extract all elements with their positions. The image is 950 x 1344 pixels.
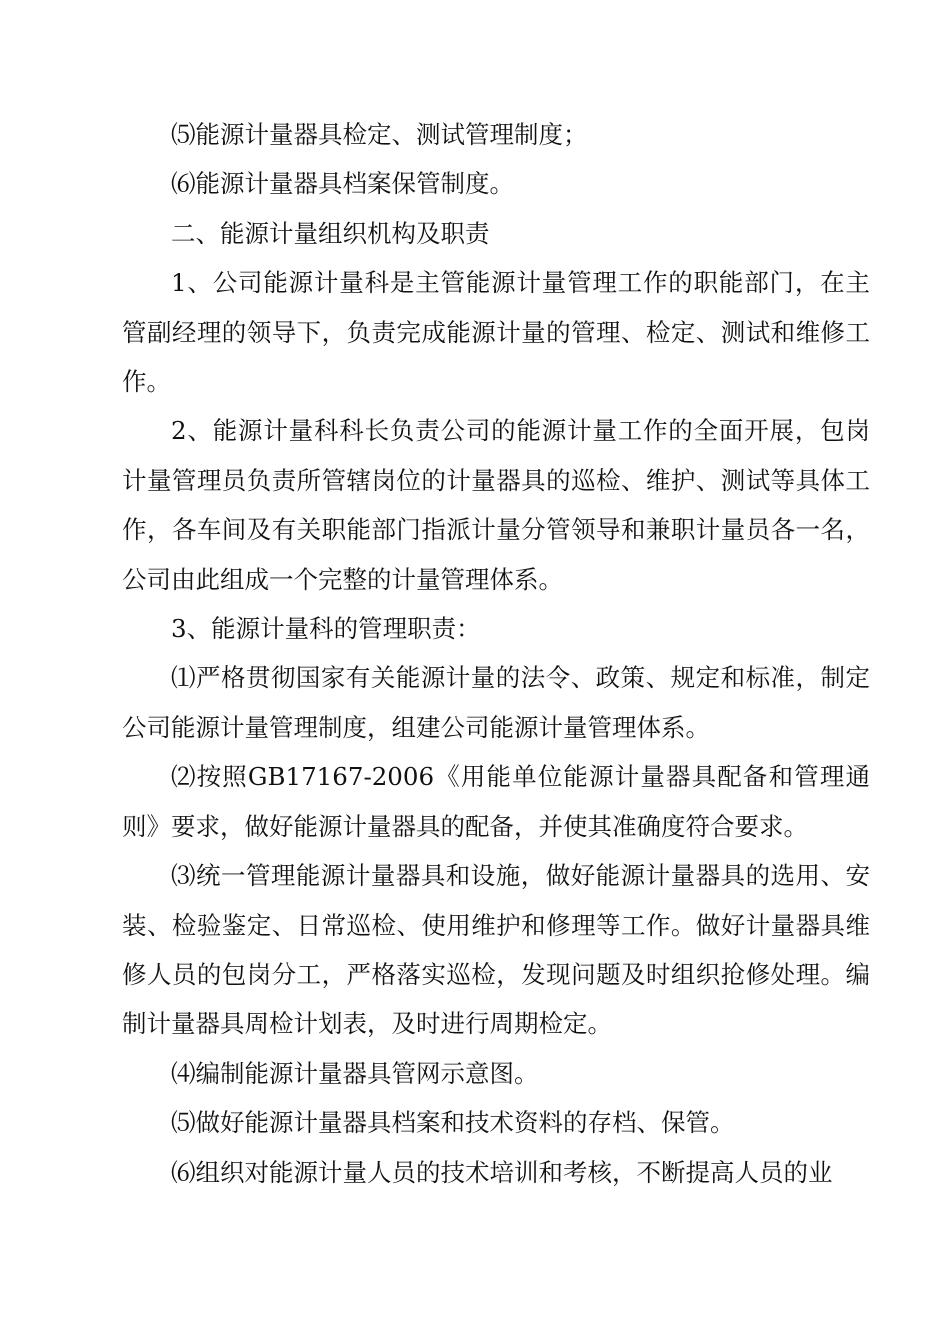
section-heading-organization: 二、能源计量组织机构及职责: [171, 218, 490, 248]
duty-item-4: ⑷编制能源计量器具管网示意图。: [171, 1058, 539, 1088]
paragraph-2-management-system: 2、能源计量科科长负责公司的能源计量工作的全面开展，包岗计量管理员负责所管辖岗位的计量器具的巡检、维护、测试等具体工作，各车间及有关职能部门指派计量分管领导和兼职计量员各一名，公司由此组成一个完整的计量管理体系。: [122, 416, 870, 594]
duty-item-3: ⑶统一管理能源计量器具和设施，做好能源计量器具的选用、安装、检验鉴定、日常巡检、使用维护和修理等工作。做好计量器具维修人员的包岗分工，严格落实巡检，发现问题及时组织抢修处理。编制计量器具周检计划表，及时进行周期检定。: [122, 861, 870, 1039]
document-body: [122, 110, 870, 1197]
duty-item-1: ⑴严格贯彻国家有关能源计量的法令、政策、规定和标准，制定公司能源计量管理制度，组建公司能源计量管理体系。: [122, 663, 870, 742]
paragraph-3-duties-heading: 3、能源计量科的管理职责：: [171, 614, 481, 644]
paragraph-item-6-archive-system: ⑹能源计量器具档案保管制度。: [171, 169, 514, 199]
duty-item-6: ⑹组织对能源计量人员的技术培训和考核，不断提高人员的业: [171, 1157, 833, 1187]
duty-item-5: ⑸做好能源计量器具档案和技术资料的存档、保管。: [171, 1108, 735, 1138]
paragraph-item-5-inspection-system: ⑸能源计量器具检定、测试管理制度；: [171, 120, 588, 149]
duty-item-2: ⑵按照GB17167-2006《用能单位能源计量器具配备和管理通则》要求，做好能源计量器具的配备，并使其准确度符合要求。: [122, 762, 870, 841]
paragraph-1-department: 1、公司能源计量科是主管能源计量管理工作的职能部门，在主管副经理的领导下，负责完成能源计量的管理、检定、测试和维修工作。: [122, 268, 870, 397]
